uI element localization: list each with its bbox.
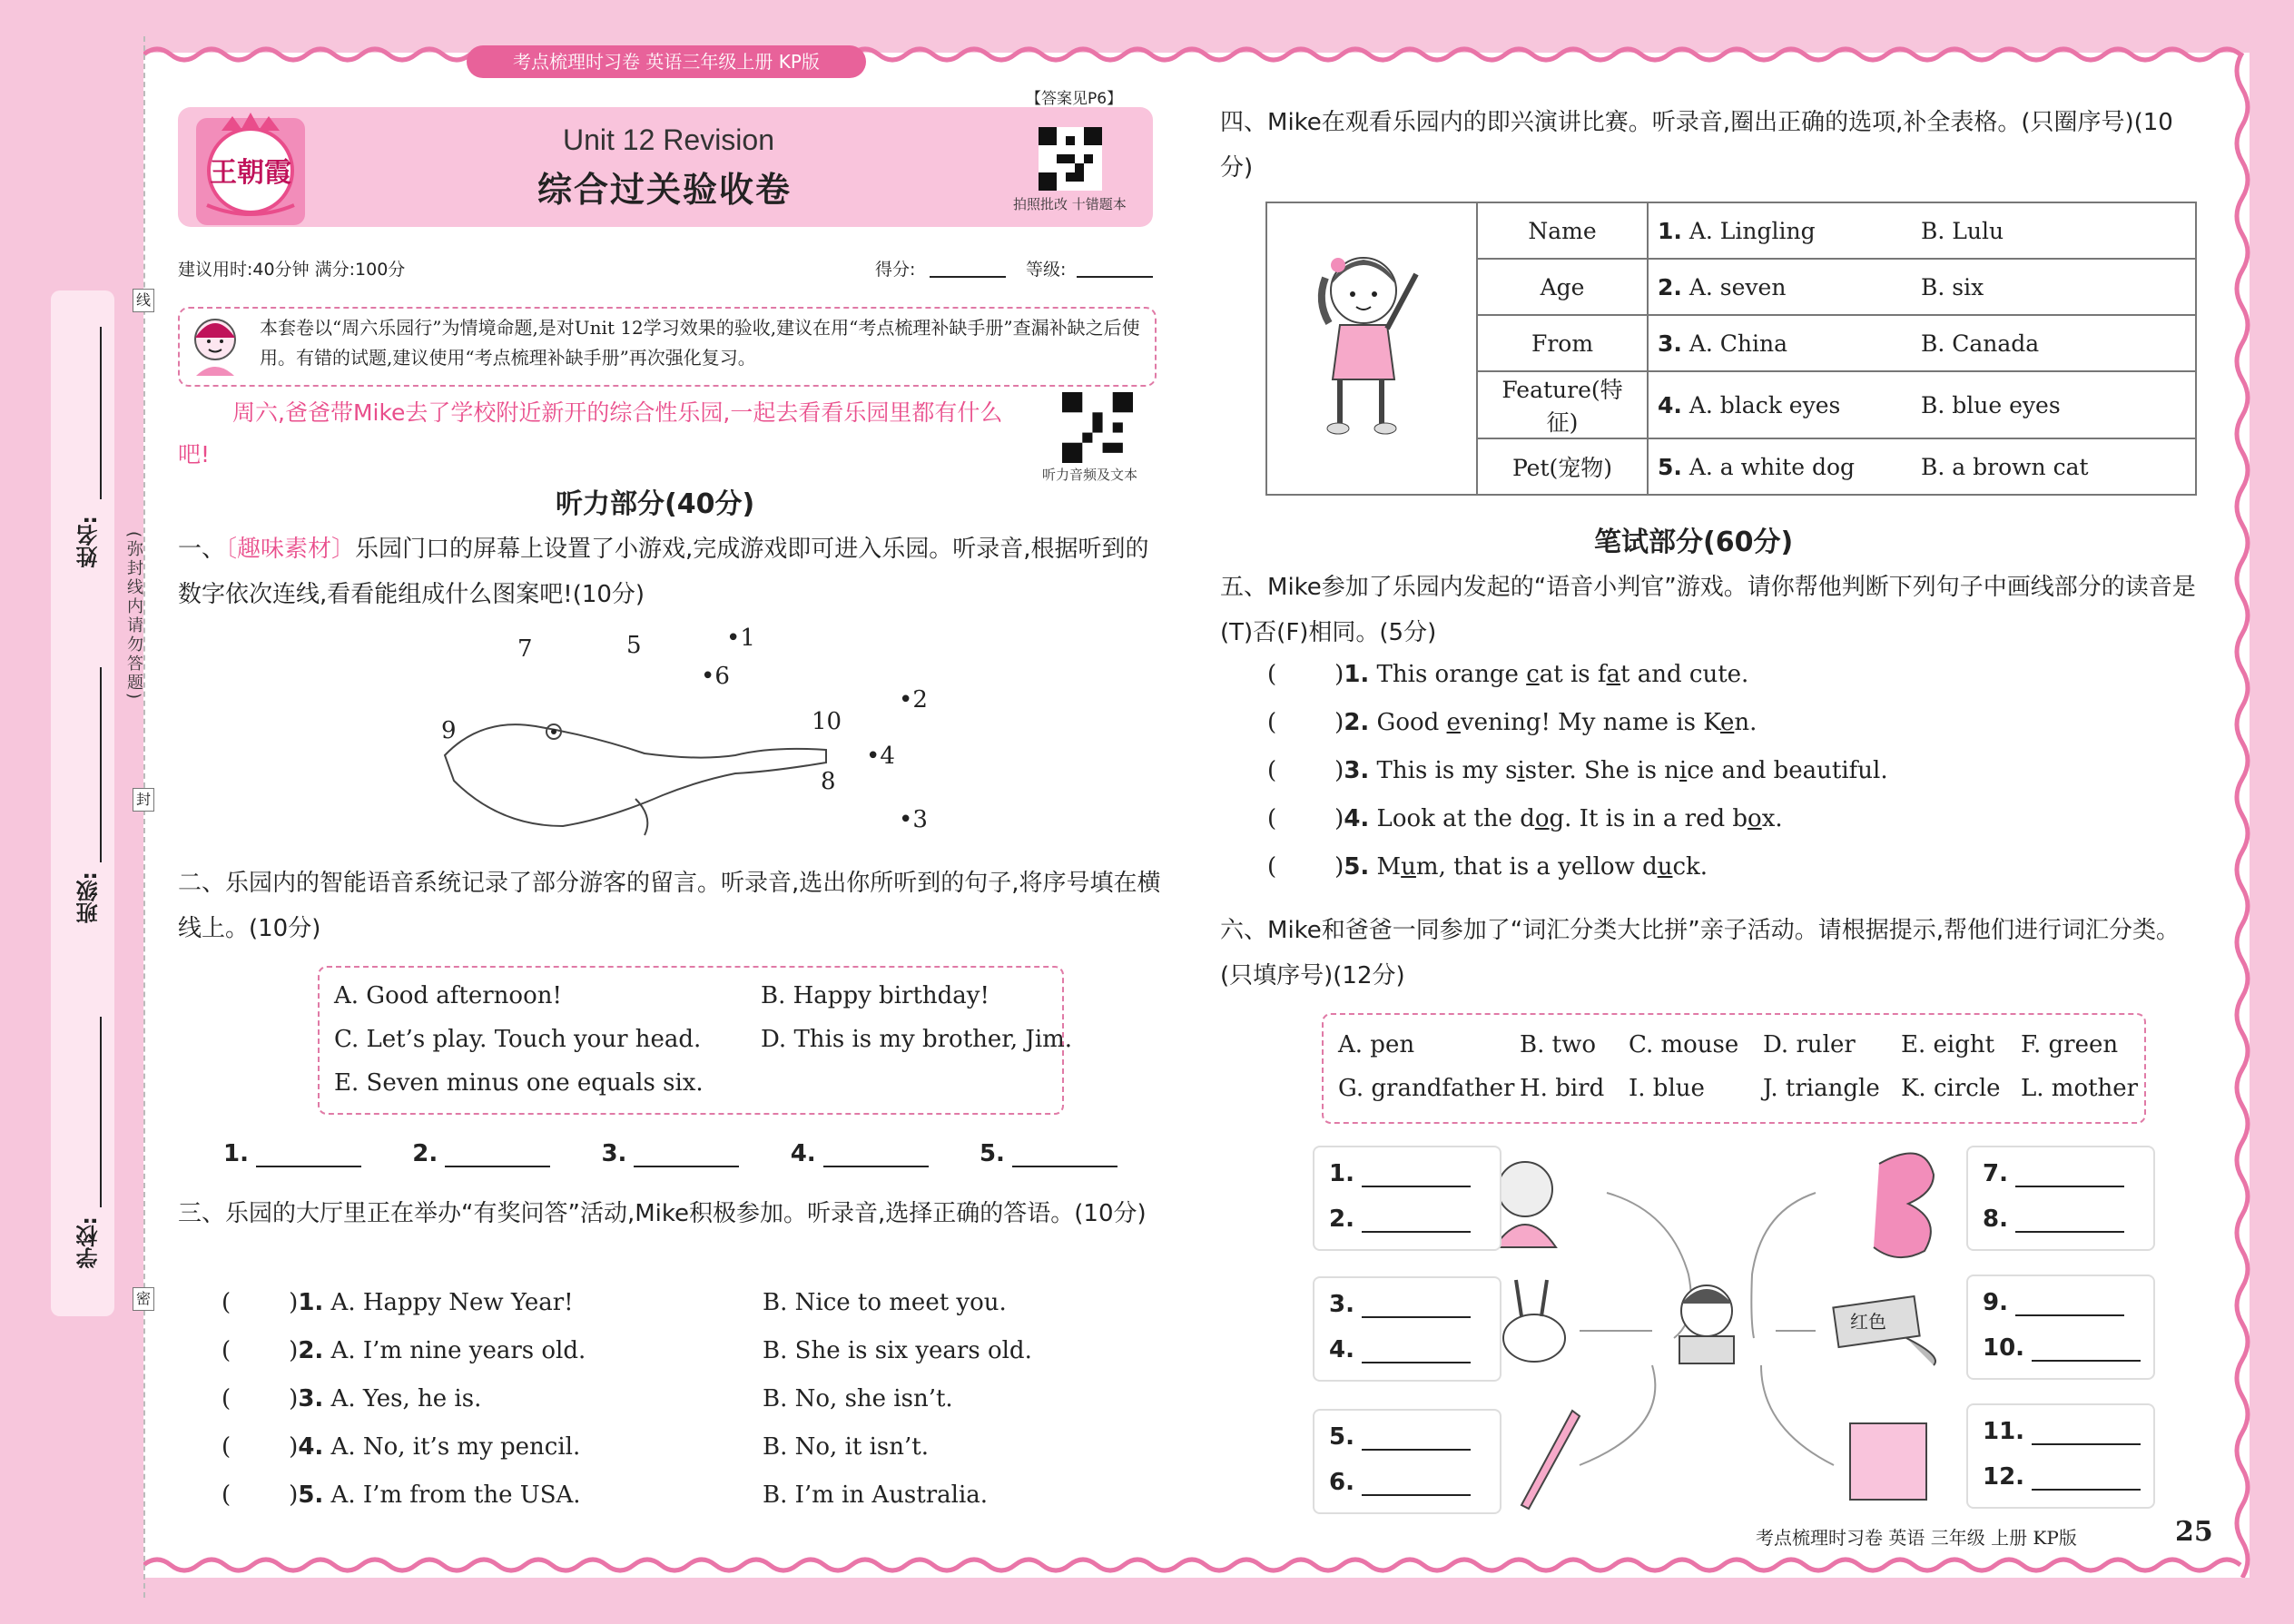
q3-option-b: B. No, she isn’t.: [763, 1385, 953, 1412]
q5-text-part: ening! My name is K: [1473, 709, 1720, 736]
svg-text:王朝霞: 王朝霞: [210, 157, 291, 189]
dot-10: 10: [812, 708, 842, 735]
q5-underlined-part-1: u: [1401, 853, 1416, 881]
q4-text: Mike在观看乐园内的即兴演讲比赛。听录音,圈出正确的选项,补全表格。(只圈序号)(10分): [1220, 109, 2173, 182]
question-6-prompt: [1220, 908, 2204, 999]
grade-label: 等级:: [1026, 260, 1067, 280]
q2-blank-label-1: 1.: [223, 1140, 249, 1167]
page-title: 综合过关验收卷: [537, 170, 793, 210]
page-number: 25: [2175, 1516, 2213, 1548]
q4-option-a-text: A. seven: [1689, 273, 1787, 300]
question-5-prompt: [1220, 565, 2204, 655]
q3-item-number: 2.: [298, 1337, 324, 1364]
q6-blank-line[interactable]: [1362, 1204, 1471, 1233]
school-label: 学校:: [76, 1216, 102, 1269]
dot-3: •3: [899, 806, 928, 833]
qr-caption-audio: 听力音频及文本: [1042, 467, 1138, 483]
q6-blank-label: 4.: [1329, 1336, 1354, 1363]
q6-word: F. green: [2021, 1031, 2119, 1058]
q6-blank-4[interactable]: [1329, 1334, 1471, 1363]
dot-5: 5: [626, 632, 642, 659]
teacher-avatar-icon: [187, 312, 243, 378]
q5-underlined-part-2: i: [1679, 757, 1688, 784]
q4-row-label: Feature(特征): [1477, 371, 1648, 438]
question-4-prompt: [1220, 100, 2204, 191]
q6-blank-label: 7.: [1983, 1160, 2008, 1187]
seal-warning: (弥封线内请勿答题): [124, 531, 143, 703]
q3-text: 乐园的大厅里正在举办“有奖问答”活动,Mike积极参加。听录音,选择正确的答语。(10分): [225, 1200, 1147, 1227]
q2-option-a: A. Good afternoon!: [334, 982, 562, 1009]
q1-text: 乐园门口的屏幕上设置了小游戏,完成游戏即可进入乐园。听录音,根据听到的数字依次连线,看看能组成什么图案吧!(10分): [178, 536, 1149, 608]
q5-text-part: t is f: [1553, 661, 1607, 688]
q6-blank-label: 3.: [1329, 1291, 1354, 1318]
q2-number: 二、: [178, 870, 226, 897]
q4-option-a-text: A. China: [1689, 330, 1788, 357]
right-wave-border: [2230, 53, 2257, 1578]
q6-blank-9[interactable]: [1983, 1287, 2124, 1316]
q3-item-number: 4.: [298, 1433, 324, 1461]
q2-blank-4[interactable]: [823, 1138, 929, 1167]
q3-option-a: A. Happy New Year!: [330, 1289, 574, 1316]
q6-blank-10[interactable]: [1983, 1333, 2141, 1362]
q4-item-number: 4.: [1658, 391, 1682, 418]
q5-underlined-part-2: a: [1606, 661, 1621, 688]
class-line: [100, 667, 102, 862]
q5-text-part: ck.: [1672, 853, 1708, 881]
dot-4: •4: [866, 743, 895, 770]
q6-blank-8[interactable]: [1983, 1204, 2124, 1233]
q6-text: Mike和爸爸一同参加了“词汇分类大比拼”亲子活动。请根据提示,帮他们进行词汇分类。(只填序号)(12分): [1220, 917, 2181, 989]
q2-blank-label-5: 5.: [979, 1140, 1005, 1167]
q4-row-label: Name: [1477, 202, 1648, 259]
series-tag: 考点梳理时习卷 英语三年级上册 KP版: [467, 45, 866, 78]
q5-text-part: g. It is in a red b: [1549, 805, 1748, 832]
q6-blank-line[interactable]: [1362, 1334, 1471, 1363]
q5-text: Mike参加了乐园内发起的“语音小判官”游戏。请你帮他判断下列句子中画线部分的读音是(T)否(F)相同。(5分): [1220, 574, 2196, 646]
q4-option-a[interactable]: [1648, 315, 1912, 371]
q5-underlined-part-2: u: [1657, 853, 1673, 881]
q2-option-b: B. Happy birthday!: [761, 982, 989, 1009]
q6-blank-6[interactable]: [1329, 1467, 1471, 1496]
brand-logo: [194, 111, 307, 227]
class-label: 班级:: [76, 871, 102, 924]
q3-option-a: A. No, it’s my pencil.: [330, 1433, 581, 1461]
story-intro: 周六,爸爸带Mike去了学校附近新开的综合性乐园,一起去看看乐园里都有什么吧!: [178, 399, 1003, 468]
q5-item-1: ( )1. This orange cat is fat and cute.: [1267, 661, 1749, 688]
q5-text-part: v: [1460, 709, 1474, 736]
q5-text-part: t and cute.: [1620, 661, 1749, 688]
q6-word: A. pen: [1338, 1031, 1415, 1058]
q4-option-a[interactable]: [1648, 438, 1912, 495]
question-3-prompt: [178, 1191, 1162, 1236]
q6-word: D. ruler: [1763, 1031, 1856, 1058]
q3-option-a: A. I’m nine years old.: [330, 1337, 586, 1364]
q4-option-b[interactable]: B. Lulu: [1912, 202, 2196, 259]
q5-text-part: a: [1539, 661, 1554, 688]
q6-blank-1[interactable]: [1329, 1158, 1471, 1187]
q5-text-part: This is my s: [1376, 757, 1518, 784]
q5-text-part: m, that is a yellow d: [1415, 853, 1658, 881]
q6-word: J. triangle: [1763, 1075, 1880, 1102]
q6-blank-line[interactable]: [2015, 1158, 2124, 1187]
q5-item-number: 5.: [1344, 853, 1370, 881]
q6-word: G. grandfather: [1338, 1075, 1515, 1102]
q5-underlined-part-2: o: [1748, 805, 1762, 832]
q5-item-number: 3.: [1344, 757, 1370, 784]
q2-blank-2[interactable]: [445, 1138, 550, 1167]
q4-item-number: 1.: [1658, 217, 1682, 244]
name-line: [100, 327, 102, 499]
q6-blank-label: 9.: [1983, 1289, 2008, 1316]
q2-blank-3[interactable]: [634, 1138, 739, 1167]
q6-blank-label: 11.: [1983, 1418, 2025, 1445]
q4-item-number: 2.: [1658, 273, 1682, 300]
q5-text-part: Look at the d: [1376, 805, 1535, 832]
q6-blank-label: 8.: [1983, 1206, 2008, 1233]
teacher-note: 本套卷以“周六乐园行”为情境命题,是对Unit 12学习效果的验收,建议在用“考点梳理补缺手册”查漏补缺之后使用。有错的试题,建议使用“考点梳理补缺手册”再次强化复习。: [260, 317, 1140, 369]
qr-code-audio[interactable]: [1062, 392, 1133, 463]
q5-item-2: ( )2. Good evening! My name is Ken.: [1267, 709, 1757, 736]
seal-mark-line: 线: [133, 289, 154, 312]
q6-blank-2[interactable]: [1329, 1204, 1471, 1233]
q3-option-b: B. I’m in Australia.: [763, 1481, 989, 1509]
name-label: 姓名:: [76, 516, 102, 568]
q6-word: H. bird: [1520, 1075, 1605, 1102]
q5-underlined-part-1: i: [1517, 757, 1525, 784]
q5-item-3: ( )3. This is my sister. She is nice and beautiful.: [1267, 757, 1888, 784]
q5-text-part: Good: [1376, 709, 1447, 736]
q2-blank-label-3: 3.: [601, 1140, 627, 1167]
dot-9: 9: [441, 717, 457, 744]
q6-blank-line[interactable]: [2015, 1204, 2124, 1233]
q4-option-a[interactable]: [1648, 259, 1912, 315]
q6-blank-line[interactable]: [2032, 1416, 2141, 1445]
q5-underlined-part-1: c: [1526, 661, 1540, 688]
unit-heading: Unit 12 Revision: [563, 123, 774, 156]
q3-item-number: 5.: [298, 1481, 324, 1509]
q4-row-label: Age: [1477, 259, 1648, 315]
listening-section-title: 听力部分(40分): [556, 488, 755, 520]
q5-item-number: 1.: [1344, 661, 1370, 688]
q3-option-b: B. Nice to meet you.: [763, 1289, 1007, 1316]
q6-blank-label: 10.: [1983, 1334, 2025, 1362]
answer-reference: 【答案见P6】: [1026, 90, 1123, 108]
q6-blank-line[interactable]: [1362, 1422, 1471, 1451]
q6-blank-line[interactable]: [1362, 1158, 1471, 1187]
q4-item-number: 5.: [1658, 453, 1682, 480]
q3-option-b: B. She is six years old.: [763, 1337, 1032, 1364]
q4-option-a-text: A. Lingling: [1689, 217, 1816, 244]
score-blank[interactable]: [930, 276, 1006, 278]
q4-option-b[interactable]: B. Canada: [1912, 315, 2196, 371]
q6-blank-label: 2.: [1329, 1206, 1354, 1233]
q6-word: L. mother: [2021, 1075, 2139, 1102]
seal-mark-secret: 密: [133, 1287, 154, 1311]
q6-word: E. eight: [1901, 1031, 1995, 1058]
top-wave-border: [143, 42, 2250, 65]
q1-tag: 〔趣味素材〕: [225, 536, 356, 563]
q3-item-3: ( )3. A. Yes, he is.: [222, 1385, 482, 1412]
q2-blank-5[interactable]: [1012, 1138, 1117, 1167]
q4-option-b[interactable]: B. six: [1912, 259, 2196, 315]
q3-item-2: ( )2. A. I’m nine years old.: [222, 1337, 586, 1364]
q6-blank-label: 6.: [1329, 1469, 1354, 1496]
q6-blank-3[interactable]: [1329, 1289, 1471, 1318]
footer-series: 考点梳理时习卷 英语 三年级 上册 KP版: [1756, 1527, 2077, 1549]
q3-option-a: A. I’m from the USA.: [330, 1481, 581, 1509]
q2-blank-label-4: 4.: [790, 1140, 816, 1167]
q6-blank-line[interactable]: [1362, 1467, 1471, 1496]
binding-dashed-line: [143, 36, 145, 1598]
dot-8: 8: [821, 768, 836, 795]
grade-blank[interactable]: [1077, 276, 1153, 278]
qr-caption-correction: 拍照批改 十错题本: [1013, 196, 1127, 212]
qr-code-correction[interactable]: [1039, 127, 1102, 191]
q5-text-part: n.: [1734, 709, 1757, 736]
girl-waving-picture: [1307, 238, 1434, 439]
q2-blank-1[interactable]: [256, 1138, 361, 1167]
q4-number: 四、: [1220, 109, 1268, 136]
q5-item-number: 2.: [1344, 709, 1370, 736]
q6-blank-12[interactable]: [1983, 1462, 2141, 1491]
q5-item-4: ( )4. Look at the dog. It is in a red box.: [1267, 805, 1783, 832]
q2-answer-row: [223, 1138, 1117, 1167]
school-line: [100, 1017, 102, 1207]
question-1-prompt: [178, 527, 1162, 617]
q6-word: I. blue: [1629, 1075, 1705, 1102]
q6-word: B. two: [1520, 1031, 1596, 1058]
q5-text-part: M: [1376, 853, 1402, 881]
q6-word-bank-box: [1322, 1013, 2146, 1124]
q5-underlined-part-2: e: [1719, 709, 1735, 736]
q4-row-label: From: [1477, 315, 1648, 371]
seal-mark-seal: 封: [133, 788, 154, 812]
dot-6: •6: [701, 663, 730, 690]
paint-tube-label: 红色: [1850, 1311, 1886, 1333]
q3-item-number: 3.: [298, 1385, 324, 1412]
q5-number: 五、: [1220, 574, 1268, 601]
score-label: 得分:: [875, 260, 916, 280]
q5-underlined-part-1: e: [1446, 709, 1461, 736]
q3-item-number: 1.: [298, 1289, 324, 1316]
q4-option-a-text: A. black eyes: [1689, 391, 1841, 418]
q6-word: K. circle: [1901, 1075, 2001, 1102]
q6-blank-label: 5.: [1329, 1423, 1354, 1451]
q2-text: 乐园内的智能语音系统记录了部分游客的留言。听录音,选出你所听到的句子,将序号填在横线上。(10分): [178, 870, 1161, 942]
q6-blank-line[interactable]: [2015, 1287, 2124, 1316]
q5-text-part: ster. She is n: [1524, 757, 1679, 784]
bottom-wave-border: [143, 1554, 2250, 1578]
dot-7: 7: [517, 635, 533, 663]
q2-option-c: C. Let’s play. Touch your head.: [334, 1026, 702, 1053]
q3-item-1: ( )1. A. Happy New Year!: [222, 1289, 574, 1316]
q4-option-b[interactable]: B. a brown cat: [1912, 438, 2196, 495]
q2-blank-label-2: 2.: [412, 1140, 438, 1167]
q6-word: C. mouse: [1629, 1031, 1739, 1058]
q6-blank-line[interactable]: [2032, 1333, 2141, 1362]
dot-2: •2: [899, 686, 928, 714]
q2-option-e: E. Seven minus one equals six.: [334, 1069, 704, 1097]
q3-item-5: ( )5. A. I’m from the USA.: [222, 1481, 581, 1509]
q3-item-4: ( )4. A. No, it’s my pencil.: [222, 1433, 581, 1461]
question-2-prompt: [178, 861, 1162, 951]
q6-number: 六、: [1220, 917, 1268, 944]
q5-item-number: 4.: [1344, 805, 1370, 832]
q5-underlined-part-1: o: [1534, 805, 1550, 832]
q4-row-label: Pet(宠物): [1477, 438, 1648, 495]
q2-option-d: D. This is my brother, Jim.: [761, 1026, 1073, 1053]
q5-text-part: x.: [1761, 805, 1783, 832]
q4-option-a[interactable]: [1648, 371, 1912, 438]
q4-option-a[interactable]: [1648, 202, 1912, 259]
q6-blank-5[interactable]: [1329, 1422, 1471, 1451]
time-score-info: 建议用时:40分钟 满分:100分: [178, 260, 406, 280]
q6-blank-11[interactable]: [1983, 1416, 2141, 1445]
dot-1: •1: [726, 625, 755, 652]
q4-option-b[interactable]: B. blue eyes: [1912, 371, 2196, 438]
q4-option-a-text: A. a white dog: [1689, 453, 1856, 480]
q6-blank-label: 1.: [1329, 1160, 1354, 1187]
q3-number: 三、: [178, 1200, 226, 1227]
q1-number: 一、: [178, 536, 226, 563]
q3-option-a: A. Yes, he is.: [330, 1385, 482, 1412]
writing-section-title: 笔试部分(60分): [1594, 527, 1794, 558]
q6-blank-line[interactable]: [2032, 1462, 2141, 1491]
student-info-sidebar: [51, 290, 114, 1316]
q6-blank-label: 12.: [1983, 1463, 2025, 1491]
q6-blank-7[interactable]: [1983, 1158, 2124, 1187]
q4-item-number: 3.: [1658, 330, 1682, 357]
q5-text-part: This orange: [1376, 661, 1527, 688]
q5-text-part: ce and beautiful.: [1687, 757, 1888, 784]
q3-option-b: B. No, it isn’t.: [763, 1433, 929, 1461]
q5-item-5: ( )5. Mum, that is a yellow duck.: [1267, 853, 1708, 881]
q6-blank-line[interactable]: [1362, 1289, 1471, 1318]
